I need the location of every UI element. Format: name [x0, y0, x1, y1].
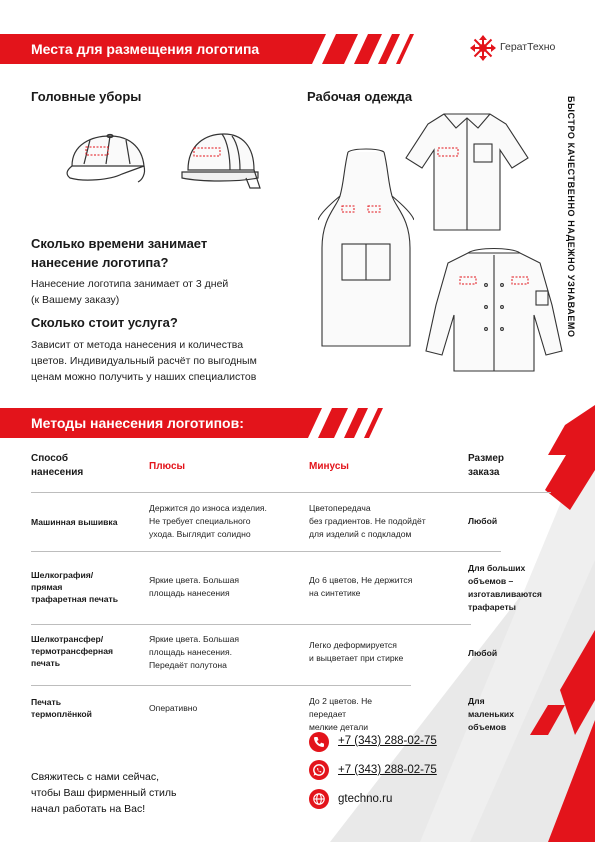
- row-cons: До 2 цветов. Не передает мелкие детали: [309, 696, 373, 732]
- row-size: Любой: [468, 516, 498, 526]
- website-link[interactable]: gtechno.ru: [338, 793, 393, 805]
- row-method: Печать термоплёнкой: [31, 697, 92, 719]
- table-row: [31, 685, 514, 732]
- cta-line2: чтобы Ваш фирменный стиль: [31, 787, 177, 799]
- headwear-title: Головные уборы: [31, 89, 142, 104]
- row-method: Шелкотрансфер/ термотрансферная печать: [31, 634, 114, 668]
- brand-logo: [470, 33, 590, 63]
- tagline-vertical: БЫСТРО КАЧЕСТВЕННО НАДЕЖНО УЗНАВАЕМО: [566, 96, 576, 338]
- row-cons: Легко деформируется и выцветает при стирке: [309, 640, 404, 663]
- helmet-illustration: [178, 128, 264, 194]
- row-method: Шелкография/ прямая трафаретная печать: [31, 570, 119, 604]
- row-pros: Яркие цвета. Большая площадь нанесения. Передаёт полутона: [149, 634, 240, 670]
- workwear-title: Рабочая одежда: [307, 89, 413, 104]
- cta-line3: начал работать на Вас!: [31, 803, 146, 815]
- snowflake-logo-icon: [470, 35, 496, 61]
- table-header: [31, 450, 551, 490]
- header-method: Способ нанесения: [31, 453, 84, 478]
- call-to-action: [31, 769, 177, 817]
- faq-answer-time-line1: Нанесение логотипа занимает от 3 дней: [31, 278, 229, 290]
- row-size: Любой: [468, 648, 498, 658]
- faq-question-price: Сколько стоит услуга?: [31, 315, 178, 330]
- methods-bar: [0, 408, 300, 438]
- phone-link[interactable]: +7 (343) 288-02-75: [338, 735, 437, 747]
- faq-answer-price: [31, 337, 257, 385]
- faq-question-time-text: Сколько времени занимает нанесение логотипа?: [31, 236, 208, 270]
- table-row: [31, 551, 542, 624]
- header-title: Места для размещения логотипа: [31, 41, 260, 57]
- methods-table: [31, 450, 551, 732]
- header-bar: [0, 34, 300, 64]
- whatsapp-link[interactable]: +7 (343) 288-02-75: [338, 764, 437, 776]
- cta-line1: Свяжитесь с нами сейчас,: [31, 771, 160, 783]
- brand-name: ГератТехно: [500, 41, 556, 53]
- row-pros: Оперативно: [149, 703, 198, 713]
- table-row: [31, 492, 551, 551]
- phone-icon: [309, 732, 329, 752]
- row-method: Машинная вышивка: [31, 517, 118, 527]
- row-cons: До 6 цветов, Не держится на синтетике: [309, 575, 413, 598]
- methods-stripes: [296, 408, 416, 438]
- header-cons: Минусы: [309, 461, 349, 472]
- faq-answer-price-line2: цветов. Индивидуальный расчёт по выгодным: [31, 355, 257, 367]
- cap-illustration: [62, 130, 152, 196]
- faq-answer-price-line1: Зависит от метода нанесения и количества: [31, 339, 244, 351]
- row-size: Для маленьких объемов: [468, 696, 514, 732]
- row-cons: Цветопередача без градиентов. Не подойдёт для изделий с подкладом: [309, 503, 426, 539]
- row-pros: Держится до износа изделия. Не требует специального ухода. Выглядит солидно: [149, 503, 267, 539]
- apron-illustration: [318, 148, 414, 350]
- faq-question-time: [31, 234, 261, 272]
- faq-answer-time-line2: (к Вашему заказу): [31, 294, 120, 306]
- row-pros: Яркие цвета. Большая площадь нанесения: [149, 575, 240, 598]
- header-pros: Плюсы: [149, 461, 186, 472]
- faq-answer-time: [31, 276, 228, 308]
- header-stripes: [296, 34, 466, 64]
- jacket-illustration: [424, 245, 564, 375]
- header-size: Размер заказа: [468, 453, 505, 478]
- row-size: Для больших объемов – изготавливаются трафареты: [468, 563, 542, 612]
- faq-answer-price-line3: ценам можно получить у наших специалистов: [31, 371, 257, 383]
- methods-title: Методы нанесения логотипов:: [31, 415, 244, 431]
- shirt-illustration: [404, 104, 530, 234]
- table-row: [31, 624, 498, 685]
- globe-icon: [309, 789, 329, 809]
- whatsapp-icon: [309, 760, 329, 780]
